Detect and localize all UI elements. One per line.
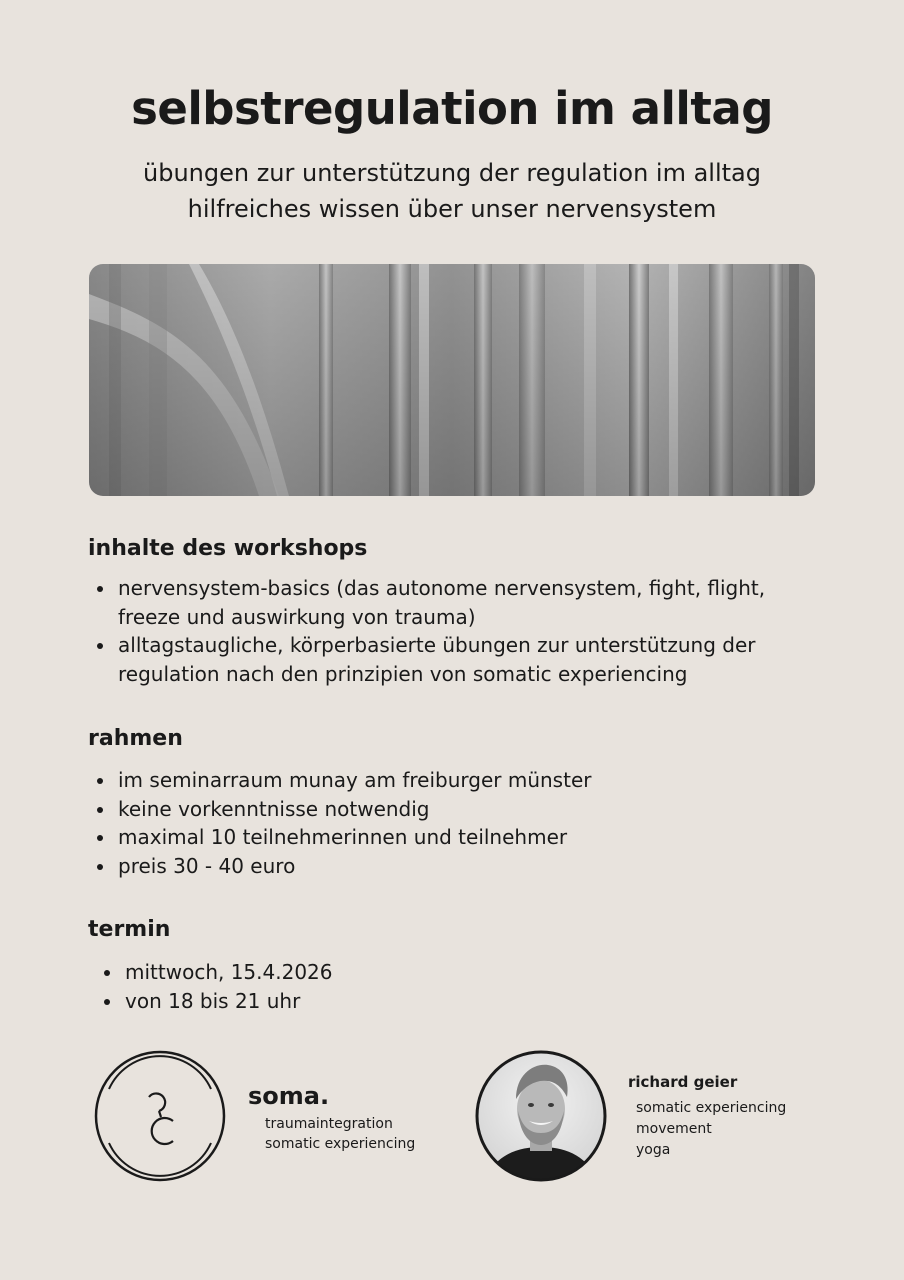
frame-list [88, 766, 808, 880]
list-item: von 18 bis 21 uhr [95, 987, 595, 1016]
brand-name: soma. [248, 1082, 330, 1110]
list-item: alltagstaugliche, körperbasierte übungen zur unterstützung der regulation nach den prinzipien von somatic experiencing [88, 631, 808, 688]
person-line-1: somatic experiencing [636, 1100, 787, 1116]
contents-list [88, 574, 808, 688]
person-name: richard geier [628, 1073, 738, 1091]
list-item: maximal 10 teilnehmerinnen und teilnehmer [88, 823, 808, 852]
person-line-3: yoga [636, 1142, 671, 1158]
list-item: mittwoch, 15.4.2026 [95, 958, 595, 987]
soma-logo-icon [93, 1049, 227, 1187]
date-list [95, 958, 595, 1015]
person-avatar [474, 1049, 608, 1187]
section-heading-frame: rahmen [88, 726, 183, 751]
section-heading-contents: inhalte des workshops [88, 536, 368, 561]
list-item: preis 30 - 40 euro [88, 852, 808, 881]
page-subtitle [0, 155, 904, 227]
brand-line-1: traumaintegration [265, 1116, 393, 1132]
list-item: keine vorkenntnisse notwendig [88, 795, 808, 824]
brand-line-2: somatic experiencing [265, 1136, 416, 1152]
list-item: nervensystem-basics (das autonome nervensystem, fight, flight, freeze und auswirkung von trauma) [88, 574, 808, 631]
subtitle-line-1: übungen zur unterstützung der regulation im alltag [143, 159, 761, 187]
brand-tagline [265, 1114, 415, 1154]
hero-grass-photo [89, 264, 815, 496]
person-line-2: movement [636, 1121, 712, 1137]
subtitle-line-2: hilfreiches wissen über unser nervensystem [187, 195, 717, 223]
person-credentials [636, 1098, 786, 1161]
page-title: selbstregulation im alltag [131, 82, 773, 135]
list-item: im seminarraum munay am freiburger münster [88, 766, 808, 795]
section-heading-date: termin [88, 917, 171, 942]
